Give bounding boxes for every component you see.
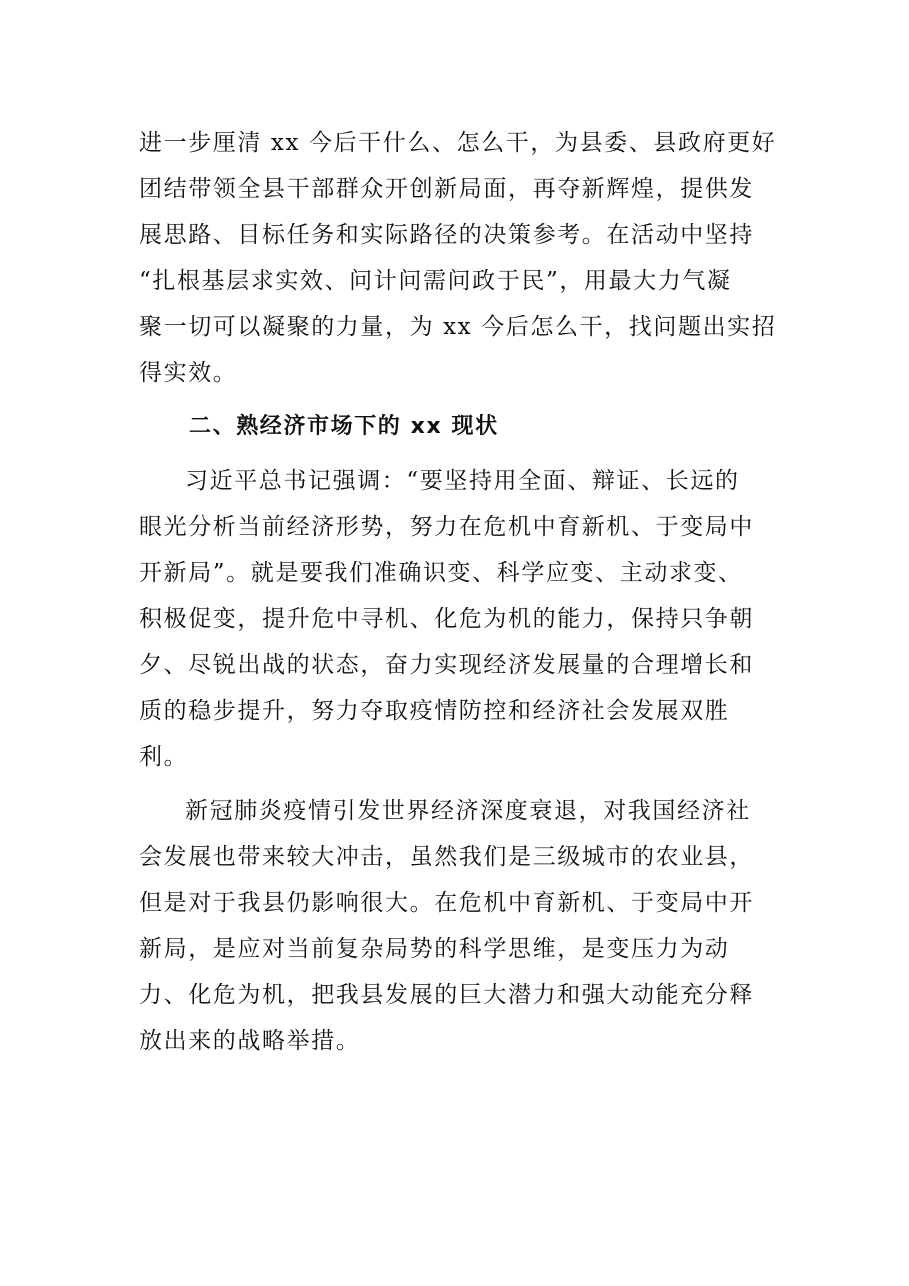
paragraph-spacer	[139, 396, 779, 404]
text-line: 展思路、目标任务和实际路径的决策参考。在活动中坚持	[139, 222, 754, 248]
text-line: 眼光分析当前经济形势，努力在危机中育新机、于变局中	[139, 514, 754, 540]
text-line: 放出来的战略举措。	[139, 1028, 361, 1054]
text-line: 聚一切可以凝聚的力量，为 xx 今后怎么干，找问题出实招	[139, 314, 777, 340]
text-line: 利。	[139, 744, 189, 770]
text-line: 夕、尽锐出战的状态，奋力实现经济发展量的合理增长和	[139, 652, 754, 678]
text-line: 得实效。	[139, 360, 238, 386]
text-line: 新局，是应对当前复杂局势的科学思维，是变压力为动	[139, 936, 730, 962]
text-line: 但是对于我县仍影响很大。在危机中育新机、于变局中开	[139, 890, 754, 916]
text-line: 质的稳步提升，努力夺取疫情防控和经济社会发展双胜	[139, 698, 730, 724]
paragraph-1	[139, 120, 779, 396]
document-body	[139, 120, 779, 1064]
text-line: 新冠肺炎疫情引发世界经济深度衰退，对我国经济社	[185, 798, 751, 824]
text-line: 会发展也带来较大冲击，虽然我们是三级城市的农业县，	[139, 844, 754, 870]
text-line: 积极促变，提升危中寻机、化危为机的能力，保持只争朝	[139, 606, 754, 632]
text-line: “扎根基层求实效、问计问需问政于民”，用最大力气凝	[139, 268, 732, 294]
paragraph-2	[139, 458, 779, 780]
section-heading: 二、熟经济市场下的 xx 现状	[189, 414, 499, 439]
text-line: 力、化危为机，把我县发展的巨大潜力和强大动能充分释	[139, 982, 754, 1008]
text-line: 团结带领全县干部群众开创新局面，再夺新辉煌，提供发	[139, 176, 754, 202]
text-line: 习近平总书记强调：“要坚持用全面、辩证、长远的	[185, 468, 740, 494]
paragraph-spacer	[139, 780, 779, 788]
text-line: 开新局”。就是要我们准确识变、科学应变、主动求变、	[139, 560, 743, 586]
text-line: 进一步厘清 xx 今后干什么、怎么干，为县委、县政府更好	[139, 130, 777, 156]
paragraph-spacer	[139, 450, 779, 458]
paragraph-3	[139, 788, 779, 1064]
